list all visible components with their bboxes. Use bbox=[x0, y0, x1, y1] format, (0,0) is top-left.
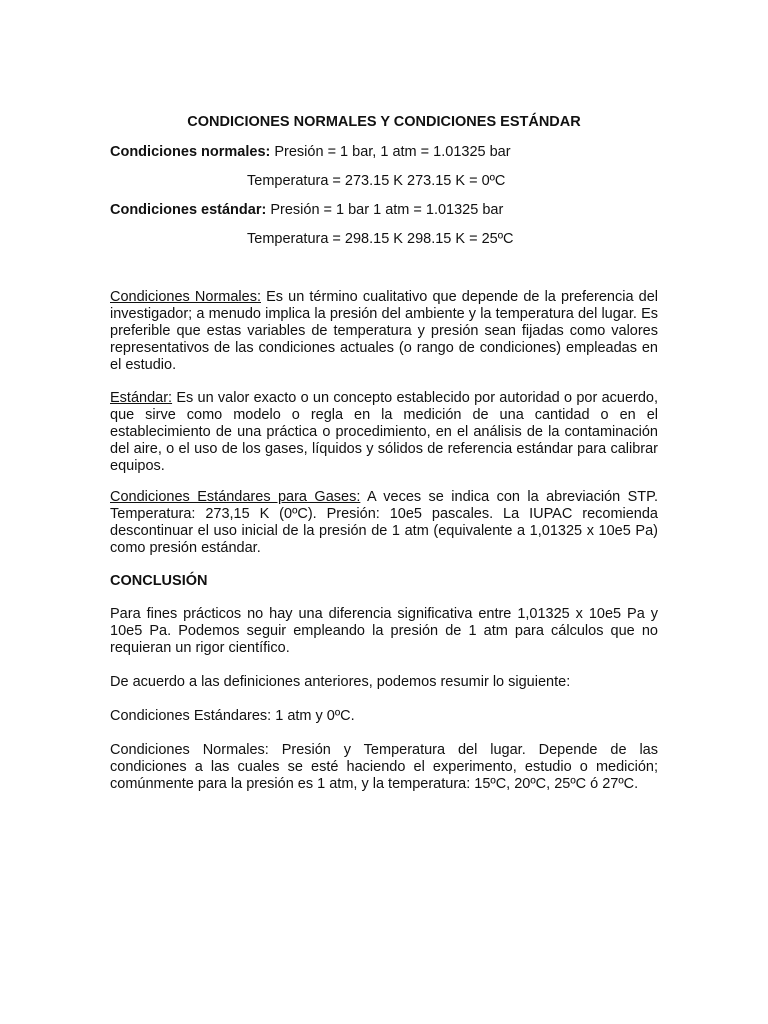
term-condiciones-normales: Condiciones Normales: bbox=[110, 289, 261, 305]
conclusion-paragraph-3: Condiciones Estándares: 1 atm y 0ºC. bbox=[110, 708, 355, 724]
paragraph-condiciones-gases bbox=[110, 489, 658, 557]
text-condiciones-gases: A veces se indica con la abreviación STP. Temperatura: 273,15 K (0ºC). Presión: 10e5 pascales. La IUPAC recomienda descontinuar el uso inicial de la presión de 1 atm (equivalente a 1,01325 x 10e5 Pa) como presión estándar. bbox=[110, 489, 658, 556]
conclusion-paragraph-4: Condiciones Normales: Presión y Temperatura del lugar. Depende de las condiciones a las cuales se esté haciendo el experimento, estudio o medición; comúnmente para la presión es 1 atm, y la temperatura: 15ºC, 20ºC, 25ºC ó 27ºC. bbox=[110, 742, 658, 792]
normales-presion: Presión = 1 bar, 1 atm = 1.01325 bar bbox=[270, 144, 511, 160]
normales-label: Condiciones normales: bbox=[110, 144, 271, 160]
paragraph-estandar bbox=[110, 390, 658, 475]
text-condiciones-normales: Es un término cualitativo que depende de la preferencia del investigador; a menudo implica la presión del ambiente y la temperatura del lugar. Es preferible que estas variables de temperatura y presión sean fijadas como valores representativos de las condiciones actuales (o rango de condiciones) empleadas en el estudio. bbox=[110, 289, 658, 373]
conclusion-paragraph-1: Para fines prácticos no hay una diferencia significativa entre 1,01325 x 10e5 Pa y 10e5 Pa. Podemos seguir empleando la presión de 1 atm para cálculos que no requieran un rigor científico. bbox=[110, 606, 658, 656]
estandar-temperatura: Temperatura = 298.15 K 298.15 K = 25ºC bbox=[247, 231, 514, 247]
estandar-presion: Presión = 1 bar 1 atm = 1.01325 bar bbox=[266, 202, 504, 218]
normales-temperatura: Temperatura = 273.15 K 273.15 K = 0ºC bbox=[247, 173, 506, 189]
normales-presion-line bbox=[110, 143, 658, 161]
term-condiciones-gases: Condiciones Estándares para Gases: bbox=[110, 489, 361, 505]
estandar-label: Condiciones estándar: bbox=[110, 202, 267, 218]
term-estandar: Estándar: bbox=[110, 390, 173, 406]
conclusion-paragraph-2: De acuerdo a las definiciones anteriores, podemos resumir lo siguiente: bbox=[110, 674, 571, 690]
estandar-presion-line bbox=[110, 201, 658, 219]
paragraph-condiciones-normales bbox=[110, 289, 658, 374]
conclusion-heading: CONCLUSIÓN bbox=[110, 573, 208, 589]
text-estandar: Es un valor exacto o un concepto establecido por autoridad o por acuerdo, que sirve como modelo o regla en la medición de una cantidad o en el establecimiento de una práctica o procedimiento, en el análisis de la contaminación del aire, o el uso de los gases, líquidos y sólidos de referencia estándar para calibrar equipos. bbox=[110, 390, 658, 474]
page-title: CONDICIONES NORMALES Y CONDICIONES ESTÁNDAR bbox=[187, 114, 581, 130]
